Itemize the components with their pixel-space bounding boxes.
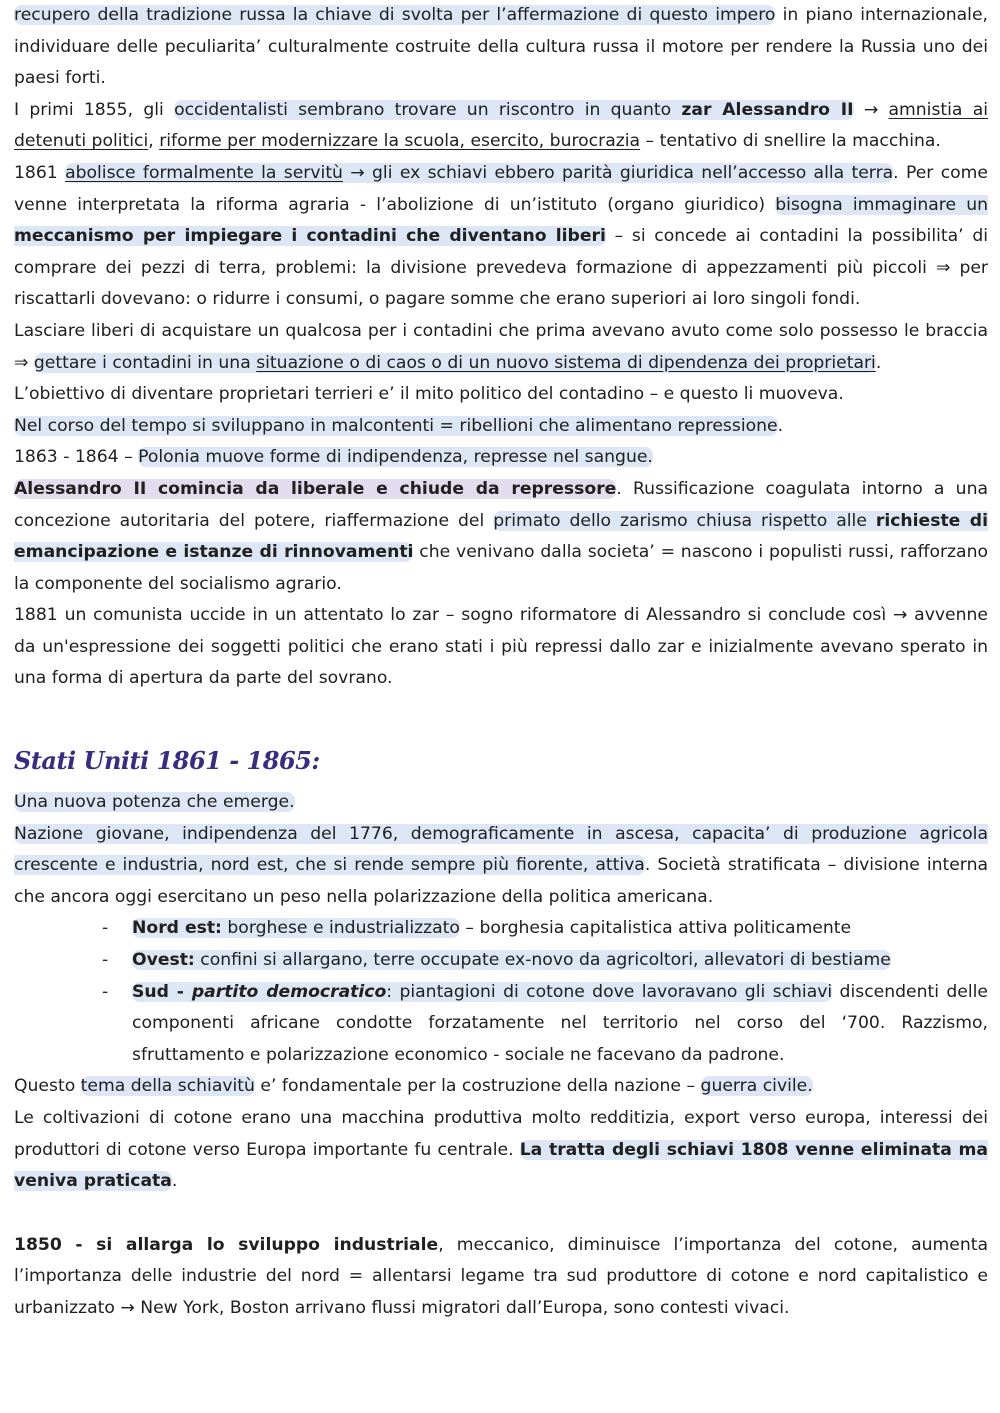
highlight: Nord est: borghese e industrializzato xyxy=(132,918,460,939)
highlight: La tratta degli schiavi 1808 venne eliminata ma veniva praticata xyxy=(14,1139,989,1192)
spacer xyxy=(14,1198,988,1230)
regions-list xyxy=(14,913,988,1071)
underlined-text: amnistia ai detenuti politici xyxy=(14,99,989,152)
section-heading-usa: Stati Uniti 1861 - 1865: xyxy=(14,746,320,776)
highlight: Polonia muove forme di indipendenza, represse nel sangue. xyxy=(138,447,653,468)
paragraph-alexander-reforms: I primi 1855, gli occidentalisti sembrano trovare un riscontro in quanto zar Alessandro II → amnistia ai detenuti politici, riforme per modernizzare la scuola, esercito, burocrazia – tentativo di snellire la macchina. xyxy=(14,99,989,152)
paragraph-poland: 1863 - 1864 – Polonia muove forme di indipendenza, represse nel sangue. xyxy=(14,447,653,468)
highlight: Ovest: confini si allargano, terre occupate ex-novo da agricoltori, allevatori di bestiame xyxy=(132,950,891,971)
highlight: abolisce formalmente la servitù → gli ex schiavi ebbero parità giuridica nell’accesso alla terra xyxy=(65,162,894,183)
paragraph-young-nation: Nazione giovane, indipendenza del 1776, demograficamente in ascesa, capacita’ di produzione agricola crescente e industria, nord est, che si rende sempre più fiorente, attiva. Società stratificata – divisione interna che ancora oggi esercitano un peso nella polarizzazione della politica americana. xyxy=(14,823,988,907)
paragraph-1850: 1850 - si allarga lo sviluppo industriale, meccanico, diminuisce l’importanza del cotone, aumenta l’importanza delle industrie del nord = allentarsi legame tra sud produttore di cotone e nord capitalistico e urbanizzato → New York, Boston arrivano flussi migratori dall’Europa, sono contesti vivaci. xyxy=(14,1234,989,1318)
paragraph-new-power xyxy=(14,787,988,819)
paragraph-peasants-freedom: Lasciare liberi di acquistare un qualcosa per i contadini che prima avevano avuto come solo possesso le braccia ⇒ gettare i contadini in una situazione o di caos o di un nuovo sistema di dipendenza dei proprietari. xyxy=(14,320,988,373)
paragraph-peasant-myth: L’obiettivo di diventare proprietari terrieri e’ il mito politico del contadino – e questo li muoveva. xyxy=(14,384,844,405)
highlight: bisogna immaginare un meccanismo per impiegare i contadini che diventano liberi xyxy=(14,194,989,247)
paragraph-russia-tradition: recupero della tradizione russa la chiave di svolta per l’affermazione di questo impero in piano internazionale, individuare delle peculiarita’ culturalmente costruite della cultura russa il motore per rendere la Russia uno dei paesi forti. xyxy=(14,5,988,89)
highlight: occidentalisti sembrano trovare un riscontro in quanto zar Alessandro II xyxy=(174,99,854,120)
paragraph-serfdom-abolition: 1861 abolisce formalmente la servitù → gli ex schiavi ebbero parità giuridica nell’accesso alla terra. Per come venne interpretata la riforma agraria - l’abolizione di un’istituto (organo giuridico) bisogna immaginare un meccanismo per impiegare i contadini che diventano liberi – si concede ai contadini la possibilita’ di comprare dei pezzi di terra, problemi: la divisione prevedeva formazione di appezzamenti più piccoli ⇒ per riscattarli dovevano: o ridurre i consumi, o pagare somme che erano superiori ai loro singoli fondi. xyxy=(14,162,989,310)
paragraph-slavery-theme: Questo tema della schiavitù e’ fondamentale per la costruzione della nazione – guerra civile. xyxy=(14,1076,813,1097)
paragraph-russification: Alessandro II comincia da liberale e chiude da repressore. Russificazione coagulata intorno a una concezione autoritaria del potere, riaffermazione del primato dello zarismo chiusa rispetto alle richieste di emancipazione e istanze di rinnovamenti che venivano dalla societa’ = nascono i populisti russi, rafforzano la componente del socialismo agrario. xyxy=(14,478,988,594)
highlight: gettare i contadini in una situazione o di caos o di un nuovo sistema di dipendenza dei proprietari xyxy=(33,352,876,373)
paragraph-discontent: Nel corso del tempo si sviluppano in malcontenti = ribellioni che alimentano repressione. xyxy=(14,415,784,436)
underlined-text: riforme per modernizzare la scuola, esercito, burocrazia xyxy=(159,131,641,152)
highlight-purple: Alessandro II comincia da liberale e chiude da repressore xyxy=(14,478,617,499)
spacer xyxy=(14,695,988,727)
highlight: guerra civile. xyxy=(700,1076,813,1097)
paragraph-1881: 1881 un comunista uccide in un attentato lo zar – sogno riformatore di Alessandro si conclude così → avvenne da un'espressione dei soggetti politici che erano stati i più repressi dallo zar e inizialmente avevano sperato in una forma di apertura da parte del sovrano. xyxy=(14,605,988,689)
highlight: recupero della tradizione russa la chiave di svolta per l’affermazione di questo impero xyxy=(14,5,776,25)
list-item-north-east: - Nord est: borghese e industrializzato – borghesia capitalistica attiva politicamente xyxy=(102,918,852,939)
highlight: tema della schiavitù xyxy=(80,1076,255,1097)
highlight: Nel corso del tempo si sviluppano in malcontenti = ribellioni che alimentano repressione xyxy=(14,415,778,436)
list-item-south: - Sud - partito democratico: piantagioni di cotone dove lavoravano gli schiavi discendenti delle componenti africane condotte forzatamente nel territorio nel corso del ‘700. Razzismo, sfruttamento e polarizzazione economico - sociale ne facevano da padrone. xyxy=(102,981,988,1065)
highlight: Sud - partito democratico: piantagioni di cotone dove lavoravano gli schiavi xyxy=(132,981,833,1002)
highlight: Una nuova potenza che emerge. xyxy=(14,792,295,813)
list-item-west: - Ovest: confini si allargano, terre occupate ex-novo da agricoltori, allevatori di bestiame xyxy=(102,950,891,971)
highlight: Nazione giovane, indipendenza del 1776, demograficamente in ascesa, capacita’ di produzione agricola crescente e industria, nord est, che si rende sempre più fiorente, attiva xyxy=(14,823,988,876)
paragraph-cotton: Le coltivazioni di cotone erano una macchina produttiva molto redditizia, export verso europa, interessi dei produttori di cotone verso Europa importante fu centrale. La tratta degli schiavi 1808 venne eliminata ma veniva praticata. xyxy=(14,1108,989,1192)
highlight: primato dello zarismo chiusa rispetto alle richieste di emancipazione e istanze di rinnovamenti xyxy=(14,510,988,563)
